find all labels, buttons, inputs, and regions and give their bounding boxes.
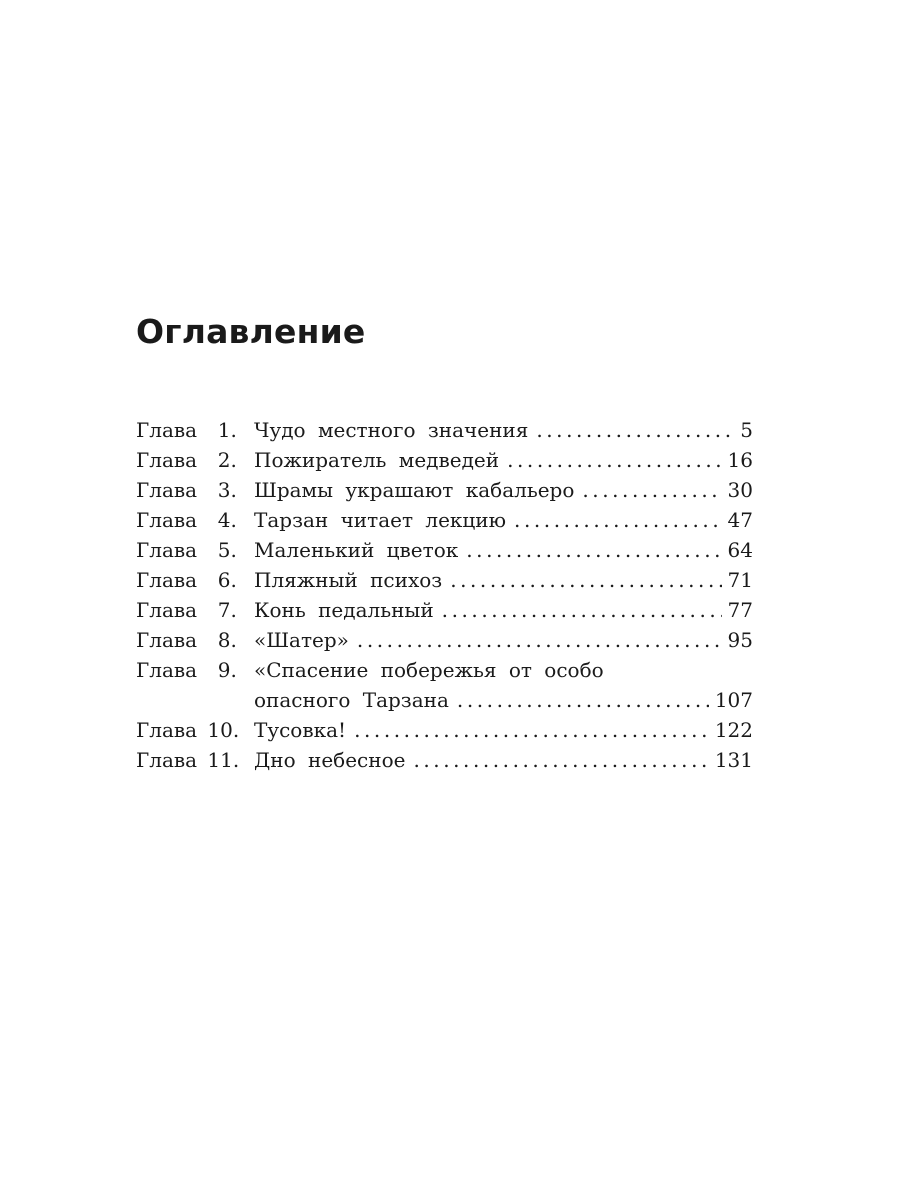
chapter-number: Глава 5. (136, 538, 237, 562)
chapter-title: Тусовка! (254, 718, 347, 742)
toc-entry-chapter-10[interactable] (136, 715, 753, 745)
toc-entry-chapter-2[interactable] (136, 445, 753, 475)
chapter-title-line-2: опасного Тарзана (254, 688, 449, 712)
dot-leader (442, 595, 722, 625)
dot-leader (466, 535, 721, 565)
toc-entry-chapter-3[interactable] (136, 475, 753, 505)
chapter-title: «Шатер» (254, 628, 349, 652)
dot-leader (582, 475, 721, 505)
chapter-number: Глава 3. (136, 478, 237, 502)
chapter-title: Дно небесное (254, 748, 406, 772)
page-number: 71 (727, 568, 753, 592)
table-of-contents (136, 415, 753, 775)
toc-entry-chapter-9[interactable] (136, 655, 753, 715)
chapter-title: Маленький цветок (254, 538, 459, 562)
chapter-title: Чудо местного значения (254, 418, 529, 442)
toc-entry-chapter-11[interactable] (136, 745, 753, 775)
page-title: Оглавление (136, 312, 366, 351)
chapter-number: Глава 6. (136, 568, 237, 592)
dot-leader (536, 415, 733, 445)
toc-entry-chapter-1[interactable] (136, 415, 753, 445)
toc-entry-chapter-6[interactable] (136, 565, 753, 595)
toc-entry-chapter-8[interactable] (136, 625, 753, 655)
chapter-number: Глава 2. (136, 448, 237, 472)
page-number: 95 (727, 628, 753, 652)
chapter-number: Глава 1. (136, 418, 237, 442)
page-number: 16 (727, 448, 753, 472)
chapter-title: Тарзан читает лекцию (254, 508, 507, 532)
toc-entry-chapter-5[interactable] (136, 535, 753, 565)
dot-leader (357, 625, 722, 655)
dot-leader (450, 565, 721, 595)
dot-leader (354, 715, 709, 745)
chapter-number: Глава 11. (136, 748, 240, 772)
chapter-number: Глава 9. (136, 658, 237, 682)
dot-leader (514, 505, 722, 535)
chapter-title: Пляжный психоз (254, 568, 443, 592)
chapter-number: Глава 7. (136, 598, 237, 622)
dot-leader (507, 445, 721, 475)
chapter-number: Глава 4. (136, 508, 237, 532)
page-number: 122 (714, 718, 753, 742)
page-number: 47 (727, 508, 753, 532)
page-number: 107 (714, 688, 753, 712)
chapter-title: Шрамы украшают кабальеро (254, 478, 575, 502)
page-number: 131 (714, 748, 753, 772)
chapter-title: Конь педальный (254, 598, 434, 622)
chapter-title-line-1: «Спасение побережья от особо (254, 658, 604, 682)
dot-leader (413, 745, 708, 775)
toc-entry-chapter-7[interactable] (136, 595, 753, 625)
page-number: 30 (727, 478, 753, 502)
page-number: 77 (727, 598, 753, 622)
chapter-number: Глава 8. (136, 628, 237, 652)
toc-entry-chapter-4[interactable] (136, 505, 753, 535)
dot-leader (457, 685, 709, 715)
chapter-title: Пожиратель медведей (254, 448, 500, 472)
page-number: 5 (740, 418, 753, 442)
page-number: 64 (727, 538, 753, 562)
chapter-number: Глава 10. (136, 718, 240, 742)
